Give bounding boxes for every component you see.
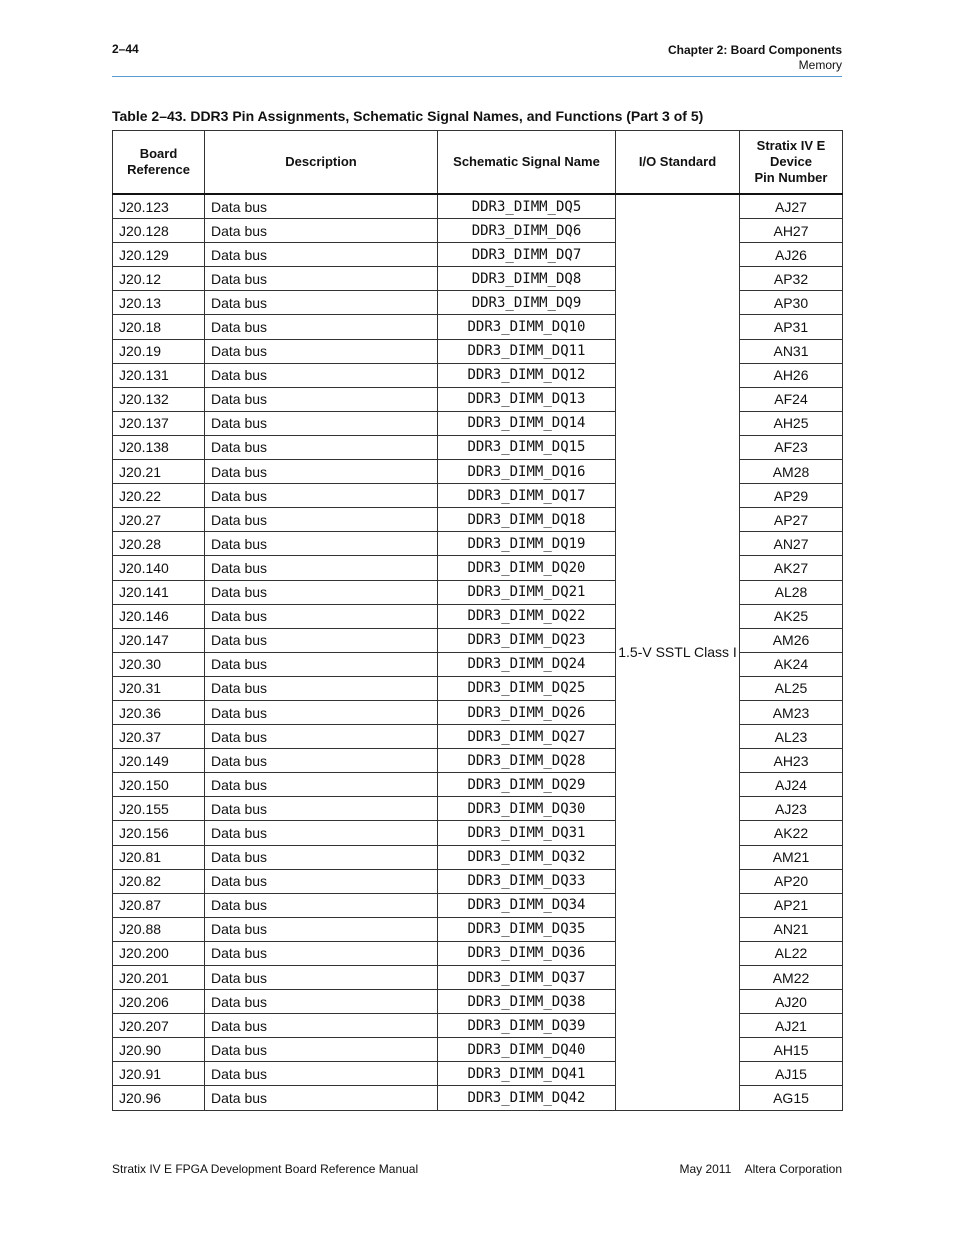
signal-name-cell: DDR3_DIMM_DQ5 [438,194,616,219]
footer-right [679,1162,842,1176]
description-cell: Data bus [205,821,438,845]
board-reference-cell: J20.200 [113,941,205,965]
board-reference-cell: J20.140 [113,556,205,580]
signal-name-cell: DDR3_DIMM_DQ6 [438,219,616,243]
pin-number-cell: AL23 [740,725,843,749]
description-cell: Data bus [205,773,438,797]
pin-number-cell: AF24 [740,387,843,411]
pin-number-cell: AP31 [740,315,843,339]
description-cell: Data bus [205,797,438,821]
pin-number-cell: AJ21 [740,1014,843,1038]
pin-number-cell: AJ23 [740,797,843,821]
description-cell: Data bus [205,339,438,363]
board-reference-cell: J20.146 [113,604,205,628]
description-cell: Data bus [205,484,438,508]
pin-number-cell: AK27 [740,556,843,580]
signal-name-cell: DDR3_DIMM_DQ16 [438,460,616,484]
pin-number-cell: AK24 [740,652,843,676]
signal-name-cell: DDR3_DIMM_DQ41 [438,1062,616,1086]
signal-name-cell: DDR3_DIMM_DQ21 [438,580,616,604]
description-cell: Data bus [205,628,438,652]
pin-number-cell: AJ20 [740,990,843,1014]
description-cell: Data bus [205,460,438,484]
description-cell: Data bus [205,219,438,243]
signal-name-cell: DDR3_DIMM_DQ30 [438,797,616,821]
signal-name-cell: DDR3_DIMM_DQ38 [438,990,616,1014]
signal-name-cell: DDR3_DIMM_DQ15 [438,435,616,459]
signal-name-cell: DDR3_DIMM_DQ17 [438,484,616,508]
column-header-signal-name: Schematic Signal Name [438,131,616,195]
description-cell: Data bus [205,604,438,628]
description-cell: Data bus [205,917,438,941]
description-cell: Data bus [205,845,438,869]
pin-number-cell: AP30 [740,291,843,315]
board-reference-cell: J20.12 [113,267,205,291]
description-cell: Data bus [205,941,438,965]
table-row [113,194,843,219]
pin-number-cell: AP29 [740,484,843,508]
description-cell: Data bus [205,435,438,459]
table-caption: Table 2–43. DDR3 Pin Assignments, Schematic Signal Names, and Functions (Part 3 of 5) [112,108,704,124]
signal-name-cell: DDR3_DIMM_DQ31 [438,821,616,845]
signal-name-cell: DDR3_DIMM_DQ42 [438,1086,616,1110]
description-cell: Data bus [205,676,438,700]
column-header-io-standard: I/O Standard [616,131,740,195]
pin-number-cell: AP27 [740,508,843,532]
pin-number-cell: AM26 [740,628,843,652]
description-cell: Data bus [205,893,438,917]
board-reference-cell: J20.87 [113,893,205,917]
pin-number-cell: AL25 [740,676,843,700]
pin-number-cell: AP20 [740,869,843,893]
board-reference-cell: J20.155 [113,797,205,821]
footer-date: May 2011 [679,1162,732,1176]
description-cell: Data bus [205,363,438,387]
board-reference-cell: J20.156 [113,821,205,845]
signal-name-cell: DDR3_DIMM_DQ24 [438,652,616,676]
footer-manual-title: Stratix IV E FPGA Development Board Reference Manual [112,1162,419,1176]
pin-number-cell: AM28 [740,460,843,484]
signal-name-cell: DDR3_DIMM_DQ36 [438,941,616,965]
board-reference-cell: J20.96 [113,1086,205,1110]
board-reference-cell: J20.36 [113,700,205,724]
pin-number-cell: AH23 [740,749,843,773]
board-reference-cell: J20.82 [113,869,205,893]
board-reference-cell: J20.31 [113,676,205,700]
pin-number-cell: AH27 [740,219,843,243]
board-reference-cell: J20.129 [113,243,205,267]
column-header-description: Description [205,131,438,195]
table-body [113,194,843,1110]
board-reference-cell: J20.28 [113,532,205,556]
table-header-row [113,131,843,195]
header-rule [112,76,842,77]
description-cell: Data bus [205,1086,438,1110]
board-reference-cell: J20.131 [113,363,205,387]
board-reference-cell: J20.201 [113,966,205,990]
column-header-board-reference: Board Reference [113,131,205,195]
signal-name-cell: DDR3_DIMM_DQ40 [438,1038,616,1062]
signal-name-cell: DDR3_DIMM_DQ32 [438,845,616,869]
board-reference-cell: J20.22 [113,484,205,508]
board-reference-cell: J20.147 [113,628,205,652]
description-cell: Data bus [205,700,438,724]
signal-name-cell: DDR3_DIMM_DQ20 [438,556,616,580]
signal-name-cell: DDR3_DIMM_DQ10 [438,315,616,339]
signal-name-cell: DDR3_DIMM_DQ12 [438,363,616,387]
column-header-pin-number: Stratix IV E Device Pin Number [740,131,843,195]
running-header [668,43,842,73]
pin-number-cell: AM21 [740,845,843,869]
description-cell: Data bus [205,1062,438,1086]
board-reference-cell: J20.137 [113,411,205,435]
pin-number-cell: AG15 [740,1086,843,1110]
description-cell: Data bus [205,749,438,773]
board-reference-cell: J20.128 [113,219,205,243]
signal-name-cell: DDR3_DIMM_DQ37 [438,966,616,990]
signal-name-cell: DDR3_DIMM_DQ33 [438,869,616,893]
signal-name-cell: DDR3_DIMM_DQ11 [438,339,616,363]
board-reference-cell: J20.90 [113,1038,205,1062]
description-cell: Data bus [205,532,438,556]
board-reference-cell: J20.149 [113,749,205,773]
signal-name-cell: DDR3_DIMM_DQ8 [438,267,616,291]
signal-name-cell: DDR3_DIMM_DQ9 [438,291,616,315]
description-cell: Data bus [205,556,438,580]
pin-number-cell: AJ24 [740,773,843,797]
description-cell: Data bus [205,1014,438,1038]
pin-number-cell: AM23 [740,700,843,724]
signal-name-cell: DDR3_DIMM_DQ26 [438,700,616,724]
signal-name-cell: DDR3_DIMM_DQ18 [438,508,616,532]
pin-number-cell: AL28 [740,580,843,604]
description-cell: Data bus [205,267,438,291]
pin-number-cell: AN27 [740,532,843,556]
board-reference-cell: J20.123 [113,194,205,219]
signal-name-cell: DDR3_DIMM_DQ28 [438,749,616,773]
description-cell: Data bus [205,315,438,339]
pin-number-cell: AL22 [740,941,843,965]
board-reference-cell: J20.91 [113,1062,205,1086]
signal-name-cell: DDR3_DIMM_DQ19 [438,532,616,556]
description-cell: Data bus [205,580,438,604]
description-cell: Data bus [205,990,438,1014]
description-cell: Data bus [205,194,438,219]
pin-assignment-table [112,130,843,1111]
signal-name-cell: DDR3_DIMM_DQ7 [438,243,616,267]
section-title: Memory [798,58,842,72]
description-cell: Data bus [205,725,438,749]
pin-number-cell: AK22 [740,821,843,845]
board-reference-cell: J20.88 [113,917,205,941]
description-cell: Data bus [205,411,438,435]
pin-number-cell: AP21 [740,893,843,917]
pin-number-cell: AH25 [740,411,843,435]
pin-number-cell: AJ26 [740,243,843,267]
board-reference-cell: J20.206 [113,990,205,1014]
description-cell: Data bus [205,869,438,893]
signal-name-cell: DDR3_DIMM_DQ22 [438,604,616,628]
description-cell: Data bus [205,652,438,676]
signal-name-cell: DDR3_DIMM_DQ27 [438,725,616,749]
description-cell: Data bus [205,1038,438,1062]
signal-name-cell: DDR3_DIMM_DQ13 [438,387,616,411]
pin-number-cell: AM22 [740,966,843,990]
pin-number-cell: AH15 [740,1038,843,1062]
pin-number-cell: AH26 [740,363,843,387]
signal-name-cell: DDR3_DIMM_DQ25 [438,676,616,700]
pin-number-cell: AK25 [740,604,843,628]
signal-name-cell: DDR3_DIMM_DQ29 [438,773,616,797]
board-reference-cell: J20.132 [113,387,205,411]
board-reference-cell: J20.150 [113,773,205,797]
footer-company: Altera Corporation [744,1162,842,1176]
signal-name-cell: DDR3_DIMM_DQ14 [438,411,616,435]
board-reference-cell: J20.207 [113,1014,205,1038]
pin-number-cell: AP32 [740,267,843,291]
description-cell: Data bus [205,291,438,315]
io-standard-cell: 1.5-V SSTL Class I [616,194,740,1110]
page-number: 2–44 [112,42,139,56]
pin-number-cell: AN31 [740,339,843,363]
board-reference-cell: J20.21 [113,460,205,484]
board-reference-cell: J20.30 [113,652,205,676]
pin-number-cell: AN21 [740,917,843,941]
chapter-title: Chapter 2: Board Components [667,43,842,57]
board-reference-cell: J20.27 [113,508,205,532]
board-reference-cell: J20.18 [113,315,205,339]
pin-number-cell: AJ27 [740,194,843,219]
board-reference-cell: J20.141 [113,580,205,604]
board-reference-cell: J20.19 [113,339,205,363]
signal-name-cell: DDR3_DIMM_DQ23 [438,628,616,652]
board-reference-cell: J20.37 [113,725,205,749]
pin-number-cell: AJ15 [740,1062,843,1086]
description-cell: Data bus [205,243,438,267]
signal-name-cell: DDR3_DIMM_DQ34 [438,893,616,917]
description-cell: Data bus [205,966,438,990]
board-reference-cell: J20.13 [113,291,205,315]
description-cell: Data bus [205,508,438,532]
pin-number-cell: AF23 [740,435,843,459]
signal-name-cell: DDR3_DIMM_DQ39 [438,1014,616,1038]
description-cell: Data bus [205,387,438,411]
board-reference-cell: J20.81 [113,845,205,869]
board-reference-cell: J20.138 [113,435,205,459]
signal-name-cell: DDR3_DIMM_DQ35 [438,917,616,941]
